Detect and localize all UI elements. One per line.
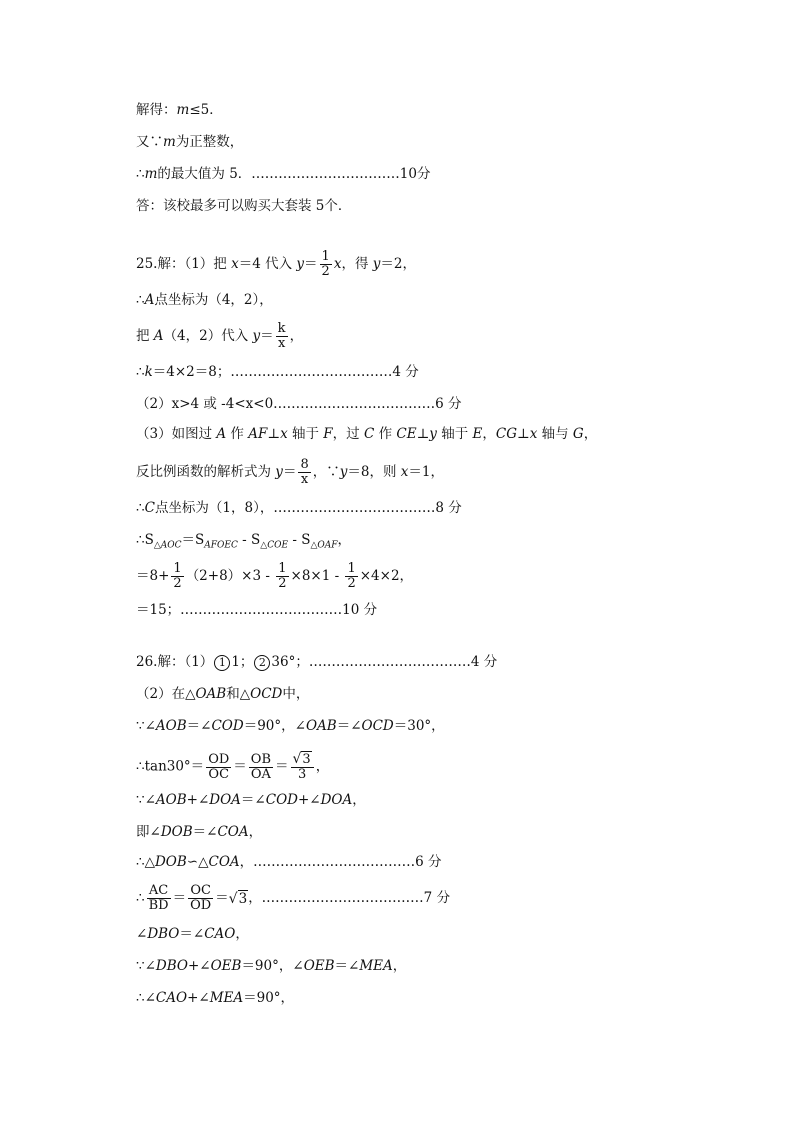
fraction-ac-bd: $\frac{AC}{BD}$ bbox=[148, 883, 169, 913]
fraction-8-over-x: $\frac{8}{x}$ bbox=[300, 457, 309, 487]
fraction-half-3: $\frac{1}{2}$ bbox=[347, 561, 356, 591]
fraction-one-half: $\frac{1}{2}$ bbox=[321, 249, 330, 279]
line-25-part3: （3）如图过 A 作 AF⊥x 轴于 F，过 C 作 CE⊥y 轴于 E，CG⊥x 轴与 G， bbox=[136, 426, 598, 442]
line-26-part2: （2）在△OAB和△OCD中， bbox=[136, 686, 310, 702]
line-26-part1: 26.解：（1） 1 1； 2 36°；………………………………4 分 bbox=[136, 654, 498, 670]
line-angle-dbo: ∠DBO＝∠CAO， bbox=[136, 926, 249, 942]
line-point-c: ∴C点坐标为（1，8），………………………………8 分 bbox=[136, 500, 462, 516]
line-angle-sum: ∵∠AOB+∠DOA＝∠COD+∠DOA， bbox=[136, 792, 366, 808]
line-angle-oeb: ∵∠DBO+∠OEB＝90°，∠OEB＝∠MEA， bbox=[136, 958, 407, 974]
fraction-k-over-x: $\frac{k}{x}$ bbox=[277, 321, 286, 351]
line-k-value: ∴k＝4×2＝8；………………………………4 分 bbox=[136, 364, 419, 380]
line-m-positive-integer: 又∵m为正整数， bbox=[136, 134, 244, 150]
fraction-ob-oa: $\frac{OB}{OA}$ bbox=[250, 751, 271, 782]
fraction-half-2: $\frac{1}{2}$ bbox=[278, 561, 287, 591]
line-substitute-a: 把 A（4，2）代入 y＝ $\frac{k}{x}$ ， bbox=[136, 321, 304, 351]
line-tan30: ∴tan30°＝ $\frac{OD}{OC}$ ＝ $\frac{OB}{OA}$ ＝ $\frac{√3}{3}$ ， bbox=[136, 751, 330, 782]
sqrt-3: √3 bbox=[228, 890, 248, 907]
circled-number-2: 2 bbox=[254, 655, 270, 671]
fraction-od-oc: $\frac{OD}{OC}$ bbox=[208, 751, 230, 782]
line-area-formula: $\therefore S_{\triangle AOC}=S_{AFOEC} - S_{\triangle COE} - S_{\triangle OAF}$， bbox=[136, 532, 351, 551]
line-area-calc: ＝8+ $\frac{1}{2}$ （2+8）×3 - $\frac{1}{2}$ ×8×1 - $\frac{1}{2}$ ×4×2， bbox=[136, 561, 414, 591]
line-angles-given: ∵∠AOB＝∠COD＝90°，∠OAB＝∠OCD＝30°， bbox=[136, 718, 445, 734]
fraction-half-1: $\frac{1}{2}$ bbox=[173, 561, 182, 591]
line-angle-equal: 即∠DOB＝∠COA， bbox=[136, 824, 263, 840]
line-solve-m: 解得：m≤5． bbox=[136, 102, 223, 118]
line-answer-24: 答：该校最多可以购买大套装 5个． bbox=[136, 198, 352, 214]
line-similar-triangles: ∴△DOB∽△COA，………………………………6 分 bbox=[136, 854, 442, 870]
line-25-part2: （2）x>4 或 -4<x<0………………………………6 分 bbox=[136, 396, 462, 412]
line-angle-cao: ∴∠CAO+∠MEA＝90°， bbox=[136, 990, 295, 1006]
line-m-max: ∴m的最大值为 5．……………………………10分 bbox=[136, 166, 431, 182]
line-area-result: ＝15；………………………………10 分 bbox=[136, 602, 378, 618]
fraction-oc-od: $\frac{OC}{OD}$ bbox=[190, 883, 212, 913]
circled-number-1: 1 bbox=[214, 655, 230, 671]
line-25-part1: 25.解：（1）把 x＝4 代入 y＝ $\frac{1}{2}$ x，得 y＝2， bbox=[136, 249, 416, 279]
line-inverse-function: 反比例函数的解析式为 y＝ $\frac{8}{x}$ ，∵y＝8，则 x＝1， bbox=[136, 457, 444, 487]
fraction-sqrt3-over-3: $\frac{√3}{3}$ bbox=[291, 752, 314, 782]
line-point-a: ∴A点坐标为（4，2）， bbox=[136, 292, 273, 308]
line-ratio: ∴ $\frac{AC}{BD}$ ＝ $\frac{OC}{OD}$ ＝√3，………………………………7 分 bbox=[136, 883, 451, 913]
